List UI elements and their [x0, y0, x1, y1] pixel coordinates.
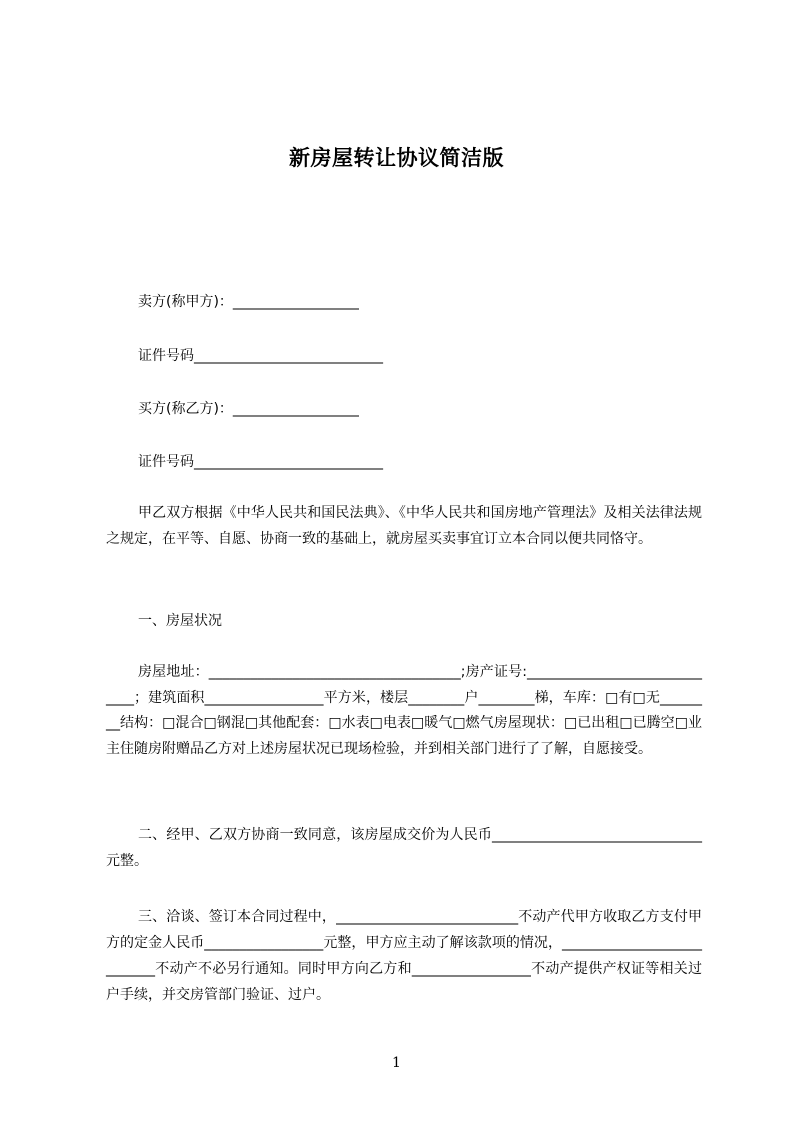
section3-paragraph: 三、洽谈、签订本合同过程中，__________________________不动产代甲方收取乙方支付甲方的定金人民币_________________元整，甲方应主动了解该款项的情况，___________________________不动产不必另行通知。同时甲方向乙方和_________________不动产提供产权证等相关过户手续，并交房管部门验证、过户。 [106, 909, 702, 1003]
buyer-id-line: 证件号码___________________________ [138, 454, 383, 470]
section1-paragraph: 房屋地址：____________________________________;房产证号:_____________________________；建筑面积_________________平方米，楼层________户________梯，车库：□有□无________结构：□混合□钢混□其他配套：□水表□电表□暖气□燃气房屋现状：□已出租□已腾空□业主住随房附赠品乙方对上述房屋状况已现场检验，并到相关部门进行了了解，自愿接受。 [106, 664, 702, 757]
page-number: 1 [392, 1055, 401, 1071]
buyer-line: 买方(称乙方)：__________________ [138, 401, 359, 417]
document-title: 新房屋转让协议简洁版 [289, 146, 504, 170]
intro-paragraph: 甲乙双方根据《中华人民共和国民法典》、《中华人民共和国房地产管理法》及相关法律法规之规定，在平等、自愿、协商一致的基础上，就房屋买卖事宜订立本合同以便共同恪守。 [106, 505, 702, 547]
seller-line: 卖方(称甲方)：__________________ [138, 294, 359, 310]
section1-heading: 一、房屋状况 [138, 613, 222, 629]
seller-id-line: 证件号码___________________________ [138, 348, 383, 364]
section2-paragraph: 二、经甲、乙双方协商一致同意，该房屋成交价为人民币______________________________元整。 [106, 827, 702, 869]
